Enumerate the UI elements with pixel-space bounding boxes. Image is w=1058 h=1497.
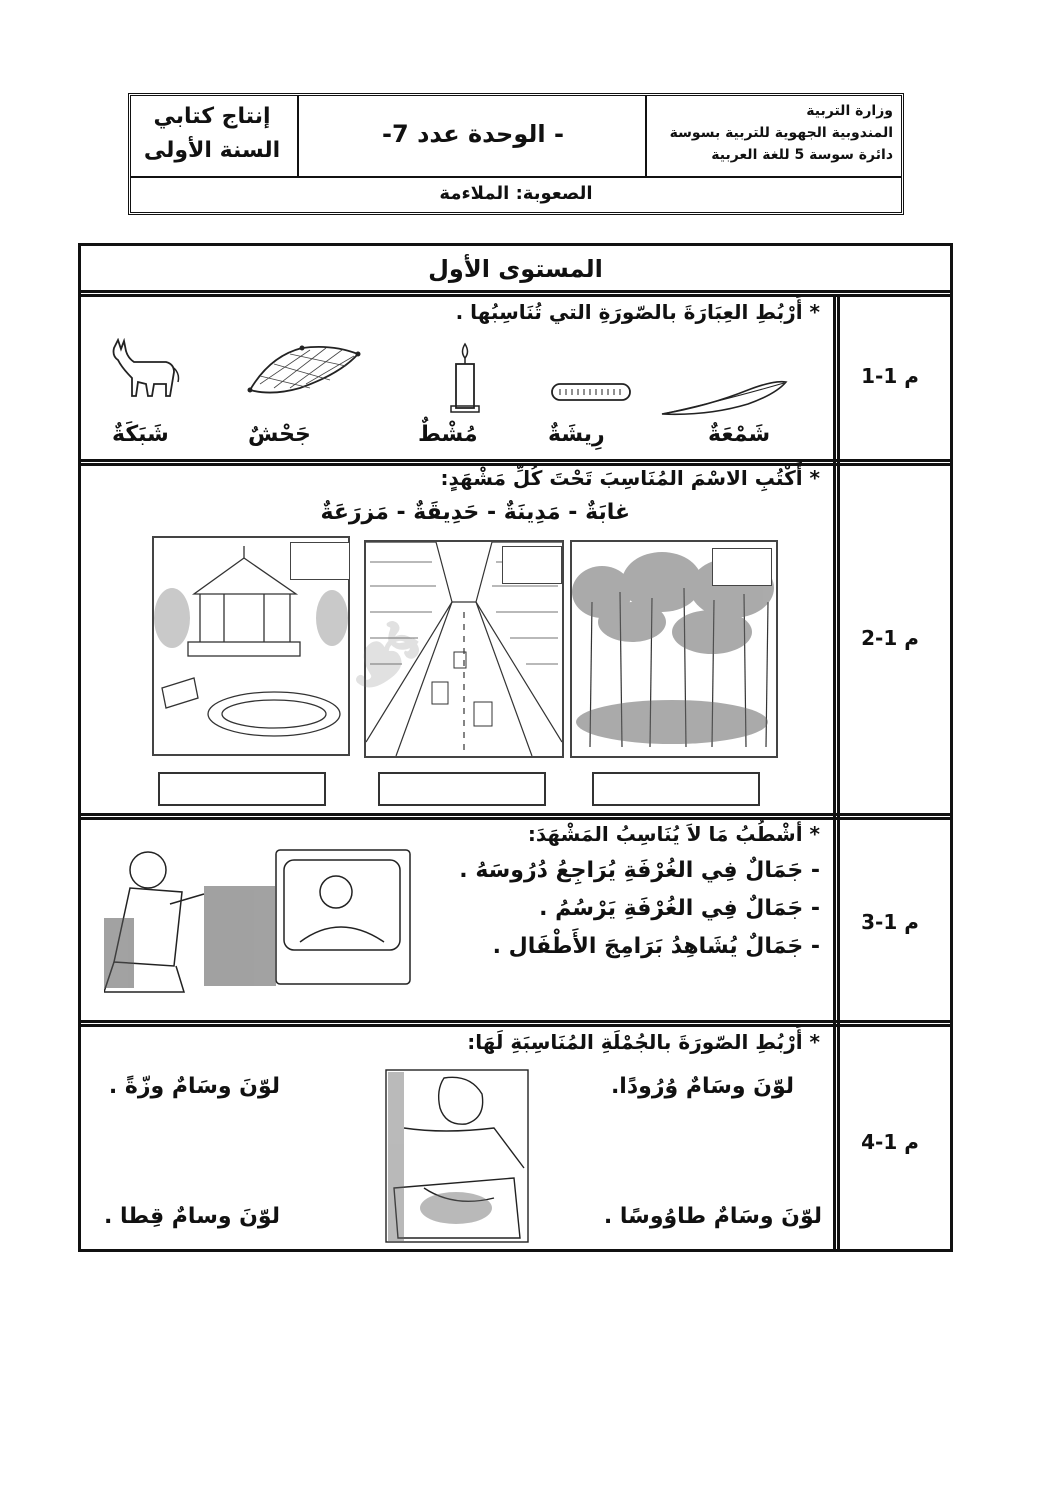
divider xyxy=(81,459,950,462)
exercise-code-3: م 1-3 xyxy=(861,910,919,934)
divider xyxy=(81,290,950,293)
divider xyxy=(81,813,950,816)
scene-label-box xyxy=(502,546,562,584)
header-regional-office: المندوبية الجهوية للتربية بسوسة xyxy=(669,125,893,141)
garden-kiosk-scene xyxy=(152,536,350,756)
feather-icon[interactable] xyxy=(658,376,790,418)
divider xyxy=(833,294,836,1249)
scene-label-box xyxy=(712,548,772,586)
exercise-4-sentence-goose[interactable]: لوّنَ وسَامٌ وزّةً . xyxy=(108,1074,280,1099)
forest-scene xyxy=(570,540,778,758)
word-comb[interactable]: مُشْطٌ xyxy=(418,422,478,447)
comb-icon[interactable] xyxy=(550,380,632,404)
exercise-4-instruction: * أَرْبُطِ الصّورَةَ بالجُمْلَةِ المُنَاسِبَةِ لَهَا: xyxy=(467,1030,820,1054)
header-grade: السنة الأولى xyxy=(143,138,281,163)
divider xyxy=(81,1020,950,1023)
answer-box-garden[interactable] xyxy=(158,772,326,806)
divider xyxy=(81,817,950,820)
answer-box-city[interactable] xyxy=(378,772,546,806)
candle-icon[interactable] xyxy=(448,340,482,414)
boy-coloring-picture xyxy=(384,1068,530,1244)
exercise-4-sentence-roses[interactable]: لوّنَ وسَامٌ وُرُودًا. xyxy=(610,1074,794,1099)
exercise-4-sentence-cat[interactable]: لوّنَ وسامٌ قِطا . xyxy=(104,1204,280,1229)
scene-label-box xyxy=(290,542,350,580)
header-circle: دائرة سوسة 5 للغة العربية xyxy=(711,147,893,163)
exercise-3-instruction: * أَشْطُبُ مَا لاَ يُنَاسِبُ المَشْهَدَ: xyxy=(527,822,820,846)
header-difficulty: الصعوبة: الملاءمة xyxy=(439,183,593,204)
donkey-icon[interactable] xyxy=(108,338,182,400)
exercise-4-sentence-peacock[interactable]: لوّنَ وسَامٌ طاوُوسًا . xyxy=(603,1204,822,1229)
header-subject: إنتاج كتابي xyxy=(153,104,271,129)
word-net[interactable]: شَبَكَةٌ xyxy=(112,422,169,447)
word-feather[interactable]: رِيشَةٌ xyxy=(548,422,605,447)
city-street-scene xyxy=(364,540,564,758)
exercise-3-sentence-2[interactable]: - جَمَالٌ فِي الغُرْفَةِ يَرْسُمُ . xyxy=(539,896,820,921)
exercise-code-1: م 1-1 xyxy=(861,364,919,388)
watermark: ☙ xyxy=(313,585,453,728)
header-unit: - الوحدة عدد 7- xyxy=(382,120,564,148)
header-box xyxy=(128,93,904,215)
exercise-1-instruction: * أَرْبُطِ العِبَارَةَ بالصّورَةِ التي تُنَاسِبُها . xyxy=(455,300,820,324)
word-donkey[interactable]: جَحْشٌ xyxy=(248,422,311,447)
word-candle[interactable]: شَمْعَةٌ xyxy=(708,422,771,447)
exercise-2-instruction: * أَكْتُبِ الاسْمَ المُنَاسِبَ تَحْتَ كُلِّ مَشْهَدٍ: xyxy=(440,466,820,490)
level-title: المستوى الأول xyxy=(428,255,603,283)
answer-box-forest[interactable] xyxy=(592,772,760,806)
net-icon[interactable] xyxy=(240,340,364,396)
exercise-code-4: م 1-4 xyxy=(861,1130,919,1154)
exercise-3-sentence-3[interactable]: - جَمَالٌ يُشَاهِدُ بَرَامِجَ الأَطْفَال . xyxy=(492,934,820,959)
divider xyxy=(837,294,840,1249)
boy-tv-picture xyxy=(104,842,414,998)
exercise-2-options: غابَةٌ - مَدِينَةٌ - حَدِيقَةٌ - مَزرَعَةٌ xyxy=(320,500,630,525)
exercise-code-2: م 1-2 xyxy=(861,626,919,650)
exercise-3-sentence-1[interactable]: - جَمَالٌ فِي الغُرْفَةِ يُرَاجِعُ دُرُوسَهُ . xyxy=(459,858,820,883)
header-ministry: وزارة التربية xyxy=(806,103,893,119)
divider xyxy=(81,294,950,297)
divider xyxy=(81,1024,950,1027)
